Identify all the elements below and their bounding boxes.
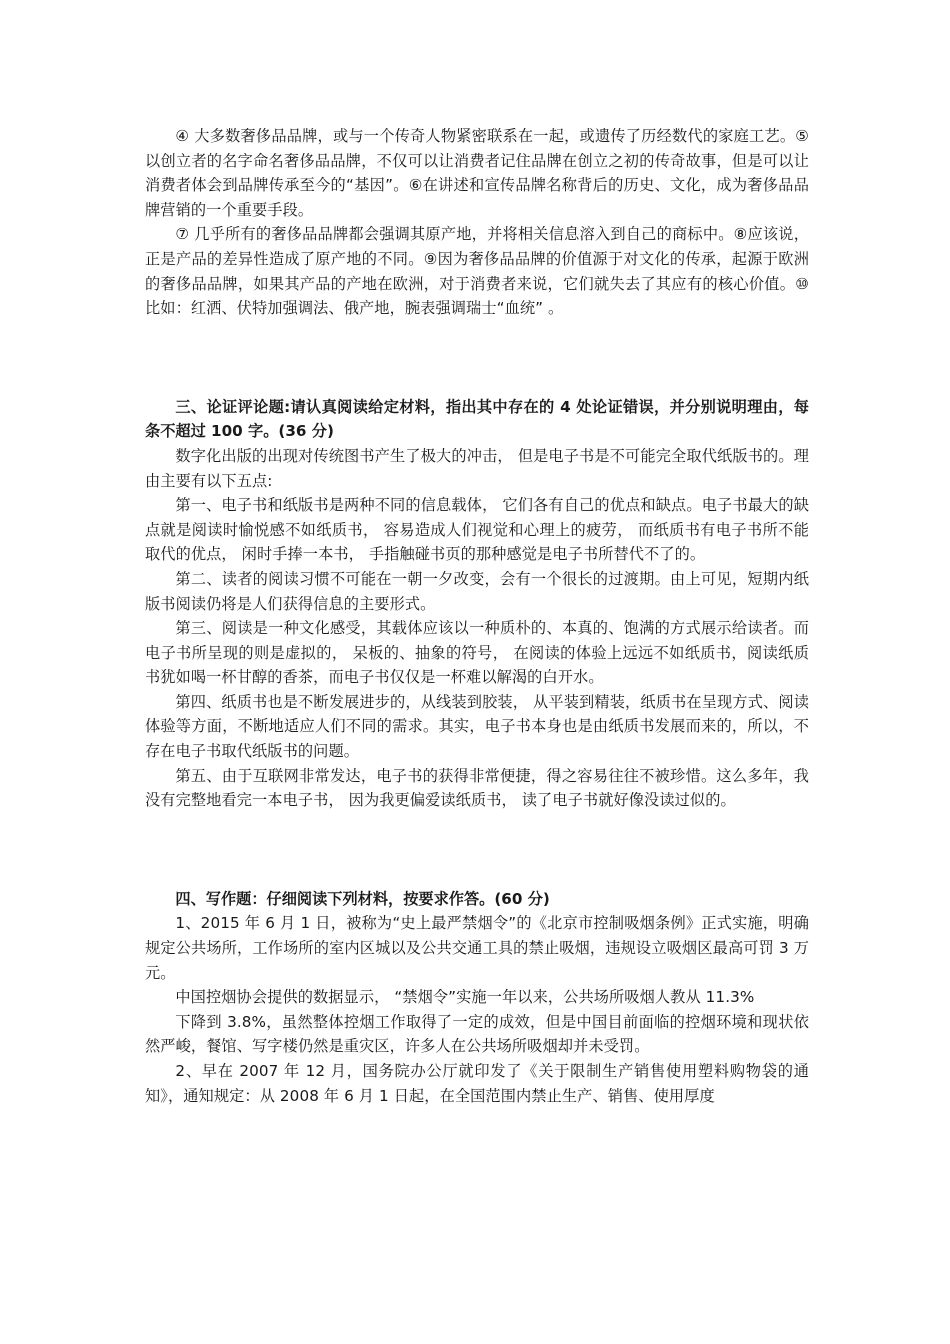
paragraph-brand-heritage: ④ 大多数奢侈品品牌，或与一个传奇人物紧密联系在一起，或遗传了历经数代的家庭工艺。⑤以创立者的名字命名奢侈品品牌，不仅可以让消费者记住品牌在创立之初的传奇故事，但是可以让消费者体会到品牌传承至今的“基因”。⑥在讲述和宣传品牌名称背后的历史、文化，成为奢侈品品牌营销的一个重要手段。 bbox=[145, 127, 809, 219]
section3-intro: 数字化出版的出现对传统图书产生了极大的冲击， 但是电子书是不可能完全取代纸版书的。理由主要有以下五点: bbox=[145, 446, 809, 490]
section4-heading: 四、写作题：仔细阅读下列材料，按要求作答。(60 分) bbox=[175, 889, 550, 908]
section-spacer bbox=[145, 321, 809, 395]
section3-point-3: 第三、阅读是一种文化感受，其载体应该以一种质朴的、本真的、饱满的方式展示给读者。而电子书所呈现的则是虚拟的， 呆板的、抽象的符号， 在阅读的体验上远远不如纸质书，阅读纸质书犹如喝一杯甘醇的香茶，而电子书仅仅是一杯难以解渴的白开水。 bbox=[145, 619, 809, 687]
section3-point-2: 第二、读者的阅读习惯不可能在一朝一夕改变，会有一个很长的过渡期。由上可见，短期内纸版书阅读仍将是人们获得信息的主要形式。 bbox=[145, 569, 809, 613]
section3-point-5: 第五、由于互联网非常发达，电子书的获得非常便捷，得之容易往往不被珍惜。这么多年，我没有完整地看完一本电子书， 因为我更偏爱读纸质书， 读了电子书就好像没读过似的。 bbox=[145, 766, 809, 810]
section4-data-continued: 下降到 3.8%，虽然整体控烟工作取得了一定的成效，但是中国目前面临的控烟环境和现状依然严峻，餐馆、写字楼仍然是重灾区，许多人在公共场所吸烟却并未受罚。 bbox=[145, 1012, 809, 1056]
section-spacer bbox=[145, 813, 809, 887]
paragraph-origin: ⑦ 几乎所有的奢侈品品牌都会强调其原产地，并将相关信息溶入到自己的商标中。⑧应该说，正是产品的差异性造成了原产地的不同。⑨因为奢侈品品牌的价值源于对文化的传承，起源于欧洲的奢侈品品牌，如果其产品的产地在欧洲，对于消费者来说，它们就失去了其应有的核心价值。⑩比如：红洒、伏特加强调法、俄产地，腕表强调瑞士“血统” 。 bbox=[145, 225, 809, 318]
section3-heading: 三、论证评论题:请认真阅读给定材料，指出其中存在的 4 处论证错误，并分别说明理由，每条不超过 100 字。(36 分) bbox=[145, 397, 809, 441]
section4-data-line: 中国控烟协会提供的数据显示， “禁烟令”实施一年以来，公共场所吸烟人教从 11.3% bbox=[175, 988, 755, 1007]
section4-material-1: 1、2015 年 6 月 1 日，被称为“史上最严禁烟令”的《北京市控制吸烟条例》正式实施，明确规定公共场所，工作场所的室内区城以及公共交通工具的禁止吸烟，违规设立吸烟区最高可罚 3 万元。 bbox=[145, 914, 809, 982]
document-page bbox=[145, 124, 809, 1108]
section3-point-1: 第一、电子书和纸版书是两种不同的信息载体， 它们各有自己的优点和缺点。电子书最大的缺点就是阅读时愉悦感不如纸质书， 容易造成人们视觉和心理上的疲劳， 而纸质书有电子书所不能取代的优点， 闲时手捧一本书， 手指触碰书页的那种感觉是电子书所替代不了的。 bbox=[145, 496, 809, 564]
section3-point-4: 第四、纸质书也是不断发展进步的，从线装到胶装， 从平装到精装，纸质书在呈现方式、阅读体验等方面，不断地适应人们不同的需求。其实，电子书本身也是由纸质书发展而来的，所以，不存在电子书取代纸版书的问题。 bbox=[145, 692, 809, 761]
section4-material-2: 2、早在 2007 年 12 月，国务院办公厅就印发了《关于限制生产销售使用塑料购物袋的通知》，通知规定：从 2008 年 6 月 1 日起，在全国范围内禁止生产、销售、使用厚度 bbox=[145, 1062, 809, 1105]
